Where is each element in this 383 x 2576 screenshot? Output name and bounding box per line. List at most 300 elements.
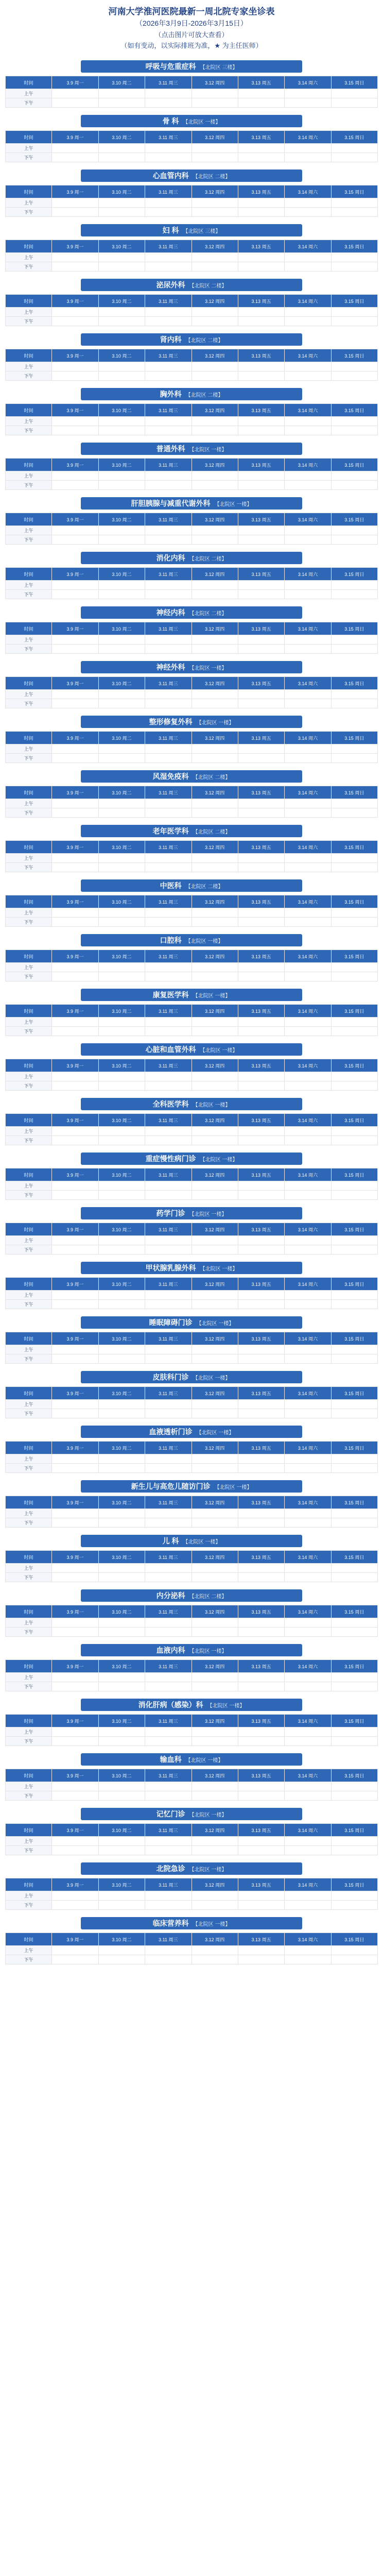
schedule-cell <box>192 362 238 371</box>
day-header: 3.11 周三 <box>145 841 192 854</box>
time-slot: 上午 <box>6 1673 52 1682</box>
department-name: 北院急诊 <box>156 1865 185 1873</box>
schedule-cell <box>331 1072 377 1081</box>
schedule-cell <box>145 1891 192 1901</box>
department-location: 【北院区 一楼】 <box>214 502 252 507</box>
schedule-cell <box>238 908 284 918</box>
schedule-cell <box>331 1454 377 1464</box>
department-title <box>81 497 302 510</box>
schedule-cell <box>238 1782 284 1791</box>
schedule-cell <box>285 426 331 435</box>
time-header: 时间 <box>6 459 52 471</box>
department-title <box>81 1371 302 1383</box>
day-header: 3.9 周一 <box>52 1168 98 1181</box>
schedule-table <box>5 622 378 654</box>
schedule-cell <box>145 754 192 763</box>
schedule-cell <box>192 1454 238 1464</box>
schedule-row <box>6 1454 378 1464</box>
day-header: 3.12 周四 <box>192 76 238 89</box>
department-title <box>81 224 302 236</box>
schedule-cell <box>192 89 238 98</box>
schedule-table <box>5 513 378 545</box>
day-header: 3.11 周三 <box>145 1551 192 1564</box>
schedule-cell <box>192 1682 238 1691</box>
schedule-cell <box>192 863 238 872</box>
schedule-table <box>5 458 378 490</box>
schedule-cell <box>192 1509 238 1518</box>
day-header: 3.12 周四 <box>192 841 238 854</box>
schedule-row <box>6 1136 378 1145</box>
schedule-cell <box>145 1081 192 1091</box>
department-location: 【北院区 一楼】 <box>196 720 234 726</box>
time-header: 时间 <box>6 1332 52 1345</box>
department-location: 【北院区 二楼】 <box>189 1594 227 1600</box>
schedule-cell <box>52 1628 98 1637</box>
department-section <box>0 716 383 763</box>
day-header: 3.12 周四 <box>192 1332 238 1345</box>
schedule-row <box>6 308 378 317</box>
schedule-cell <box>98 1518 145 1528</box>
schedule-cell <box>145 1727 192 1737</box>
time-slot: 下午 <box>6 535 52 545</box>
day-header: 3.15 周日 <box>331 1332 377 1345</box>
day-header: 3.14 周六 <box>285 349 331 362</box>
time-slot: 上午 <box>6 1946 52 1955</box>
schedule-cell <box>192 1846 238 1855</box>
schedule-row <box>6 371 378 381</box>
time-header: 时间 <box>6 1278 52 1291</box>
schedule-cell <box>331 963 377 972</box>
schedule-row <box>6 317 378 326</box>
schedule-cell <box>331 308 377 317</box>
department-title <box>81 170 302 182</box>
schedule-row <box>6 1181 378 1191</box>
department-name: 普通外科 <box>156 445 185 453</box>
schedule-cell <box>145 1682 192 1691</box>
day-header: 3.11 周三 <box>145 1769 192 1782</box>
schedule-cell <box>331 1782 377 1791</box>
schedule-cell <box>52 1564 98 1573</box>
day-header: 3.11 周三 <box>145 76 192 89</box>
day-header: 3.12 周四 <box>192 1660 238 1673</box>
schedule-cell <box>285 1955 331 1964</box>
day-header: 3.11 周三 <box>145 622 192 635</box>
schedule-cell <box>98 526 145 535</box>
schedule-row <box>6 1236 378 1245</box>
schedule-row <box>6 799 378 808</box>
day-header: 3.13 周五 <box>238 1168 284 1181</box>
schedule-cell <box>238 1400 284 1409</box>
schedule-cell <box>331 1018 377 1027</box>
schedule-cell <box>192 1673 238 1682</box>
schedule-cell <box>331 1400 377 1409</box>
time-slot: 下午 <box>6 262 52 272</box>
schedule-cell <box>331 1901 377 1910</box>
schedule-row <box>6 744 378 754</box>
schedule-cell <box>145 1573 192 1582</box>
time-slot: 上午 <box>6 744 52 754</box>
day-header: 3.14 周六 <box>285 513 331 526</box>
department-title <box>81 1043 302 1056</box>
day-header: 3.10 周二 <box>98 950 145 963</box>
schedule-row <box>6 526 378 535</box>
day-header: 3.13 周五 <box>238 1878 284 1891</box>
department-title <box>81 552 302 564</box>
department-section <box>0 1043 383 1091</box>
schedule-cell <box>238 1127 284 1136</box>
schedule-cell <box>331 744 377 754</box>
schedule-cell <box>145 908 192 918</box>
schedule-cell <box>238 1682 284 1691</box>
department-name: 睡眠障碍门诊 <box>149 1318 193 1327</box>
day-header: 3.14 周六 <box>285 1605 331 1618</box>
schedule-row <box>6 1072 378 1081</box>
day-header: 3.9 周一 <box>52 1442 98 1454</box>
day-header: 3.13 周五 <box>238 295 284 308</box>
schedule-cell <box>192 1018 238 1027</box>
department-location: 【北院区 二楼】 <box>189 556 227 562</box>
schedule-table <box>5 130 378 162</box>
time-slot: 下午 <box>6 208 52 217</box>
schedule-cell <box>98 1181 145 1191</box>
schedule-cell <box>331 526 377 535</box>
day-header: 3.12 周四 <box>192 950 238 963</box>
department-name: 记忆门诊 <box>156 1810 185 1818</box>
day-header: 3.10 周二 <box>98 76 145 89</box>
schedule-cell <box>52 1081 98 1091</box>
schedule-row <box>6 1837 378 1846</box>
schedule-cell <box>285 1127 331 1136</box>
schedule-cell <box>98 1345 145 1354</box>
schedule-cell <box>331 699 377 708</box>
department-section <box>0 825 383 872</box>
schedule-row <box>6 198 378 208</box>
day-header: 3.9 周一 <box>52 513 98 526</box>
schedule-row <box>6 98 378 108</box>
time-slot: 上午 <box>6 1400 52 1409</box>
department-section <box>0 443 383 490</box>
time-slot: 上午 <box>6 854 52 863</box>
schedule-cell <box>52 208 98 217</box>
day-header: 3.10 周二 <box>98 1387 145 1400</box>
day-header: 3.9 周一 <box>52 1278 98 1291</box>
day-header: 3.11 周三 <box>145 1168 192 1181</box>
schedule-cell <box>331 808 377 818</box>
department-section <box>0 1153 383 1200</box>
department-name: 血液透析门诊 <box>149 1428 193 1436</box>
schedule-cell <box>98 1300 145 1309</box>
schedule-cell <box>331 1245 377 1255</box>
day-header: 3.10 周二 <box>98 622 145 635</box>
schedule-cell <box>98 1618 145 1628</box>
day-header: 3.10 周二 <box>98 841 145 854</box>
schedule-cell <box>98 1081 145 1091</box>
department-section <box>0 60 383 108</box>
day-header: 3.9 周一 <box>52 1933 98 1946</box>
day-header: 3.9 周一 <box>52 1332 98 1345</box>
day-header: 3.9 周一 <box>52 1387 98 1400</box>
day-header: 3.12 周四 <box>192 459 238 471</box>
day-header: 3.10 周二 <box>98 568 145 581</box>
schedule-cell <box>52 908 98 918</box>
schedule-cell <box>98 1245 145 1255</box>
schedule-cell <box>331 1891 377 1901</box>
day-header: 3.13 周五 <box>238 76 284 89</box>
day-header: 3.12 周四 <box>192 240 238 253</box>
day-header: 3.10 周二 <box>98 1824 145 1837</box>
schedule-row <box>6 89 378 98</box>
schedule-cell <box>238 581 284 590</box>
schedule-cell <box>52 1409 98 1418</box>
schedule-cell <box>238 699 284 708</box>
time-header: 时间 <box>6 1387 52 1400</box>
day-header: 3.13 周五 <box>238 1332 284 1345</box>
schedule-row <box>6 1682 378 1691</box>
schedule-cell <box>285 1081 331 1091</box>
schedule-row <box>6 1509 378 1518</box>
department-section <box>0 1098 383 1145</box>
time-slot: 上午 <box>6 690 52 699</box>
schedule-cell <box>52 89 98 98</box>
schedule-table <box>5 786 378 818</box>
schedule-cell <box>52 1191 98 1200</box>
schedule-cell <box>52 1509 98 1518</box>
schedule-cell <box>145 417 192 426</box>
schedule-row <box>6 535 378 545</box>
schedule-cell <box>238 1027 284 1036</box>
schedule-cell <box>145 317 192 326</box>
day-header: 3.9 周一 <box>52 349 98 362</box>
day-header: 3.9 周一 <box>52 76 98 89</box>
schedule-cell <box>145 1901 192 1910</box>
schedule-cell <box>331 1682 377 1691</box>
schedule-cell <box>331 98 377 108</box>
schedule-cell <box>285 1191 331 1200</box>
schedule-cell <box>285 863 331 872</box>
schedule-cell <box>192 1400 238 1409</box>
schedule-cell <box>145 362 192 371</box>
schedule-row <box>6 1673 378 1682</box>
schedule-cell <box>98 1791 145 1801</box>
day-header: 3.11 周三 <box>145 513 192 526</box>
day-header: 3.13 周五 <box>238 349 284 362</box>
day-header: 3.15 周日 <box>331 513 377 526</box>
schedule-cell <box>98 426 145 435</box>
schedule-cell <box>238 1727 284 1737</box>
schedule-cell <box>331 1737 377 1746</box>
time-header: 时间 <box>6 1005 52 1018</box>
department-title <box>81 1480 302 1493</box>
day-header: 3.14 周六 <box>285 185 331 198</box>
day-header: 3.14 周六 <box>285 1278 331 1291</box>
department-title <box>81 825 302 837</box>
time-slot: 上午 <box>6 1727 52 1737</box>
schedule-cell <box>331 1955 377 1964</box>
schedule-cell <box>285 918 331 927</box>
department-location: 【北院区 一楼】 <box>183 1539 221 1545</box>
department-name: 胸外科 <box>160 390 182 398</box>
schedule-cell <box>98 645 145 654</box>
day-header: 3.10 周二 <box>98 1005 145 1018</box>
schedule-cell <box>192 1236 238 1245</box>
department-name: 康复医学科 <box>152 991 189 999</box>
schedule-cell <box>238 89 284 98</box>
schedule-cell <box>331 317 377 326</box>
schedule-row <box>6 690 378 699</box>
day-header: 3.10 周二 <box>98 1332 145 1345</box>
department-section <box>0 1808 383 1855</box>
schedule-table <box>5 676 378 708</box>
time-header: 时间 <box>6 1442 52 1454</box>
schedule-cell <box>285 645 331 654</box>
day-header: 3.14 周六 <box>285 1769 331 1782</box>
schedule-table <box>5 1878 378 1910</box>
schedule-cell <box>98 308 145 317</box>
schedule-cell <box>331 1464 377 1473</box>
day-header: 3.14 周六 <box>285 1551 331 1564</box>
day-header: 3.15 周日 <box>331 76 377 89</box>
department-name: 妇 科 <box>162 226 179 234</box>
department-title <box>81 115 302 127</box>
day-header: 3.11 周三 <box>145 1005 192 1018</box>
schedule-cell <box>52 699 98 708</box>
department-location: 【北院区 一楼】 <box>189 666 227 671</box>
schedule-cell <box>285 1673 331 1682</box>
schedule-cell <box>145 1236 192 1245</box>
time-slot: 上午 <box>6 1564 52 1573</box>
schedule-cell <box>238 253 284 262</box>
time-header: 时间 <box>6 786 52 799</box>
schedule-cell <box>285 1236 331 1245</box>
schedule-cell <box>52 1072 98 1081</box>
day-header: 3.9 周一 <box>52 895 98 908</box>
schedule-cell <box>285 1518 331 1528</box>
schedule-cell <box>331 1628 377 1637</box>
schedule-cell <box>285 1136 331 1145</box>
schedule-cell <box>192 744 238 754</box>
schedule-cell <box>145 963 192 972</box>
department-location: 【北院区 一楼】 <box>189 447 227 453</box>
department-title <box>81 770 302 783</box>
day-header: 3.11 周三 <box>145 1660 192 1673</box>
day-header: 3.15 周日 <box>331 240 377 253</box>
day-header: 3.14 周六 <box>285 1223 331 1236</box>
time-header: 时间 <box>6 950 52 963</box>
schedule-cell <box>145 590 192 599</box>
day-header: 3.15 周日 <box>331 1059 377 1072</box>
day-header: 3.11 周三 <box>145 732 192 744</box>
schedule-cell <box>285 1628 331 1637</box>
department-location: 【北院区 一楼】 <box>200 1048 238 1054</box>
department-section <box>0 989 383 1036</box>
schedule-cell <box>331 362 377 371</box>
schedule-cell <box>98 808 145 818</box>
schedule-cell <box>52 863 98 872</box>
schedule-cell <box>52 153 98 162</box>
schedule-row <box>6 1618 378 1628</box>
day-header: 3.14 周六 <box>285 1387 331 1400</box>
schedule-cell <box>192 1245 238 1255</box>
schedule-cell <box>331 198 377 208</box>
day-header: 3.9 周一 <box>52 841 98 854</box>
schedule-cell <box>331 1081 377 1091</box>
time-slot: 上午 <box>6 1236 52 1245</box>
schedule-table <box>5 1386 378 1418</box>
schedule-cell <box>238 808 284 818</box>
schedule-cell <box>285 262 331 272</box>
schedule-cell <box>238 262 284 272</box>
time-header: 时间 <box>6 622 52 635</box>
day-header: 3.9 周一 <box>52 1660 98 1673</box>
day-header: 3.12 周四 <box>192 513 238 526</box>
time-slot: 下午 <box>6 1191 52 1200</box>
schedule-cell <box>238 1901 284 1910</box>
department-name: 全科医学科 <box>152 1100 189 1108</box>
schedule-cell <box>238 417 284 426</box>
day-header: 3.15 周日 <box>331 131 377 144</box>
schedule-cell <box>238 1509 284 1518</box>
schedule-cell <box>331 1300 377 1309</box>
department-location: 【北院区 二楼】 <box>189 283 227 289</box>
schedule-cell <box>285 98 331 108</box>
schedule-cell <box>192 198 238 208</box>
schedule-cell <box>285 526 331 535</box>
schedule-cell <box>331 1291 377 1300</box>
schedule-cell <box>192 371 238 381</box>
time-slot: 下午 <box>6 1628 52 1637</box>
schedule-cell <box>192 1955 238 1964</box>
schedule-table <box>5 185 378 217</box>
schedule-cell <box>52 1946 98 1955</box>
schedule-cell <box>145 1628 192 1637</box>
department-section <box>0 170 383 217</box>
day-header: 3.12 周四 <box>192 1442 238 1454</box>
schedule-cell <box>192 1891 238 1901</box>
schedule-row <box>6 1027 378 1036</box>
department-title <box>81 1589 302 1602</box>
schedule-cell <box>192 426 238 435</box>
time-slot: 下午 <box>6 1518 52 1528</box>
schedule-cell <box>192 317 238 326</box>
schedule-cell <box>238 1181 284 1191</box>
schedule-row <box>6 808 378 818</box>
schedule-cell <box>145 1409 192 1418</box>
schedule-row <box>6 908 378 918</box>
department-title <box>81 333 302 346</box>
schedule-cell <box>192 918 238 927</box>
day-header: 3.12 周四 <box>192 1168 238 1181</box>
time-slot: 下午 <box>6 590 52 599</box>
schedule-cell <box>52 963 98 972</box>
time-header: 时间 <box>6 1496 52 1509</box>
schedule-cell <box>285 854 331 863</box>
schedule-table <box>5 1605 378 1637</box>
day-header: 3.13 周五 <box>238 1769 284 1782</box>
day-header: 3.14 周六 <box>285 1933 331 1946</box>
time-header: 时间 <box>6 349 52 362</box>
schedule-cell <box>98 744 145 754</box>
schedule-cell <box>238 635 284 645</box>
schedule-cell <box>238 208 284 217</box>
time-slot: 上午 <box>6 1837 52 1846</box>
schedule-table <box>5 731 378 763</box>
day-header: 3.9 周一 <box>52 732 98 744</box>
schedule-table <box>5 1933 378 1964</box>
day-header: 3.10 周二 <box>98 677 145 690</box>
department-title <box>81 606 302 619</box>
schedule-cell <box>52 1464 98 1473</box>
schedule-cell <box>238 1236 284 1245</box>
